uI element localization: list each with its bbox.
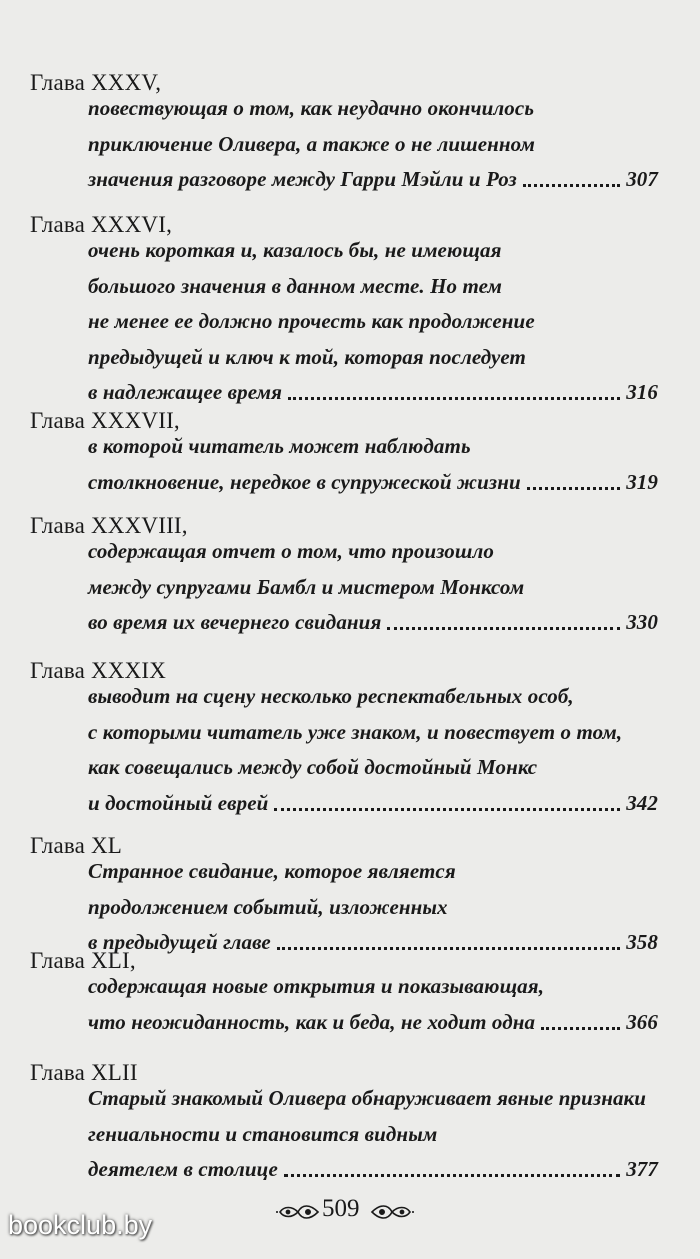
dot-leader bbox=[387, 627, 620, 630]
floral-ornament-icon bbox=[276, 1201, 320, 1223]
toc-entry-line: Старый знакомый Оливера обнаруживает явные признаки bbox=[88, 1086, 647, 1110]
toc-entry-text: в предыдущей главе bbox=[88, 930, 271, 954]
toc-entry-text: столкновение, нередкое в супружеской жизни bbox=[88, 469, 521, 494]
toc-entry-line: продолжением событий, изложенных bbox=[88, 894, 448, 919]
chapter-heading: Глава XXXV, bbox=[30, 70, 162, 95]
toc-entry-line: гениальности и становится видным bbox=[88, 1121, 438, 1146]
toc-entry-last-line bbox=[88, 470, 658, 495]
toc-entry-line: большого значения в данном месте. Но тем bbox=[88, 273, 503, 298]
toc-entry-text: и достойный еврей bbox=[88, 790, 269, 815]
toc-entry-text: значения разговоре между Гарри Мэйли и Роз bbox=[88, 167, 517, 191]
chapter-heading: Глава XXXVI, bbox=[30, 212, 173, 237]
toc-entry-last-line bbox=[88, 610, 658, 635]
toc-entry-line: Странное свидание, которое является bbox=[88, 859, 456, 883]
toc-page-number: 330 bbox=[626, 610, 658, 634]
toc-page-number: 358 bbox=[626, 930, 658, 954]
toc-entry-last-line bbox=[88, 1157, 658, 1182]
toc-entry-line: в которой читатель может наблюдать bbox=[88, 434, 471, 458]
dot-leader bbox=[274, 808, 620, 811]
toc-entry-text: что неожиданность, как и беда, не ходит одна bbox=[88, 1009, 536, 1034]
toc-entry-line: между супругами Бамбл и мистером Монксом bbox=[88, 574, 525, 599]
chapter-heading: Глава XLII bbox=[30, 1060, 138, 1085]
toc-page-number: 366 bbox=[626, 1009, 658, 1034]
toc-entry-last-line bbox=[88, 791, 658, 816]
toc-entry-last-line bbox=[88, 167, 658, 192]
chapter-heading: Глава XLI, bbox=[30, 948, 136, 973]
toc-entry-last-line bbox=[88, 930, 658, 955]
toc-entry-line: приключение Оливера, а также о не лишенном bbox=[88, 131, 535, 156]
chapter-heading: Глава XXXVIII, bbox=[30, 513, 188, 538]
toc-page-number: 316 bbox=[626, 380, 658, 404]
chapter-heading: Глава XXXVII, bbox=[30, 408, 180, 433]
page-number: 509 bbox=[322, 1195, 360, 1222]
toc-entry-line: содержащая новые открытия и показывающая, bbox=[88, 974, 545, 998]
toc-page-number: 307 bbox=[626, 167, 658, 191]
toc-entry-line: предыдущей и ключ к той, которая последует bbox=[88, 344, 526, 369]
floral-ornament-icon bbox=[370, 1201, 414, 1223]
toc-entry-text: деятелем в столице bbox=[88, 1157, 278, 1181]
toc-page-number: 342 bbox=[626, 790, 658, 815]
chapter-heading: Глава XL bbox=[30, 833, 123, 858]
dot-leader bbox=[523, 184, 620, 187]
toc-entry-line: очень короткая и, казалось бы, не имеющая bbox=[88, 238, 502, 262]
toc-entry-line: с которыми читатель уже знаком, и повествует о том, bbox=[88, 719, 623, 744]
dot-leader bbox=[541, 1027, 620, 1030]
watermark: bookclub.by bbox=[8, 1210, 153, 1240]
toc-entry-text: в надлежащее время bbox=[88, 380, 283, 404]
dot-leader bbox=[277, 947, 620, 950]
toc-entry-text: во время их вечернего свидания bbox=[88, 610, 382, 634]
toc-entry-line: содержащая отчет о том, что произошло bbox=[88, 539, 494, 563]
toc-entry-line: повествующая о том, как неудачно окончилось bbox=[88, 96, 535, 120]
dot-leader bbox=[288, 397, 620, 400]
chapter-heading: Глава XXXIX bbox=[30, 658, 167, 683]
toc-entry-last-line bbox=[88, 380, 658, 405]
toc-page-number: 319 bbox=[626, 469, 658, 494]
toc-entry-line: не менее ее должно прочесть как продолжение bbox=[88, 309, 535, 333]
toc-entry-last-line bbox=[88, 1010, 658, 1035]
dot-leader bbox=[527, 487, 620, 490]
toc-page-number: 377 bbox=[626, 1157, 658, 1181]
dot-leader bbox=[284, 1174, 620, 1177]
toc-entry-line: как совещались между собой достойный Монкс bbox=[88, 755, 538, 779]
toc-entry-line: выводит на сцену несколько респектабельных особ, bbox=[88, 684, 574, 708]
